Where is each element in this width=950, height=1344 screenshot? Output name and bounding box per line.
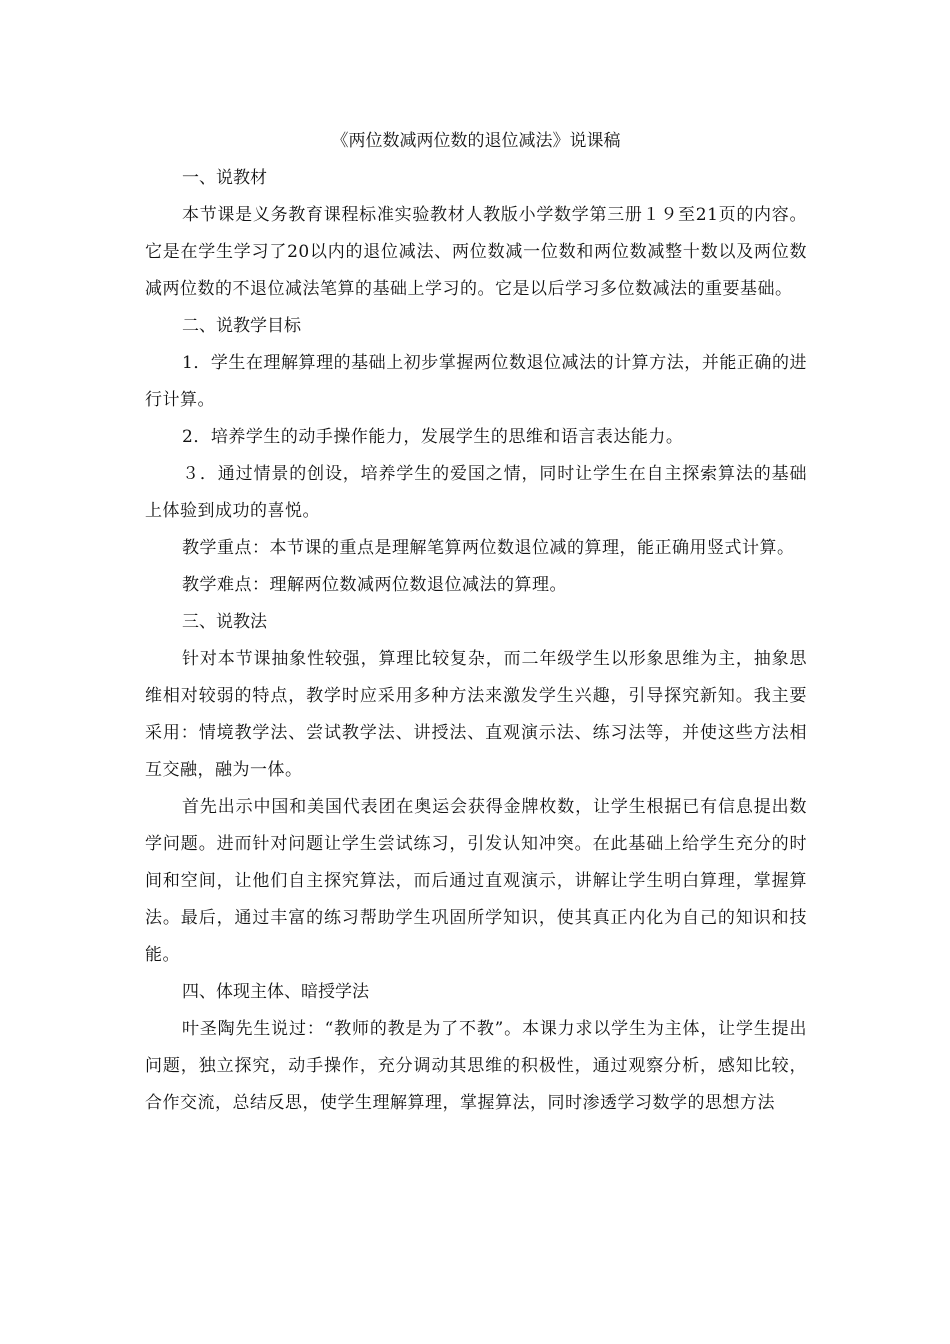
paragraph-learning: 叶圣陶先生说过：“教师的教是为了不教”。本课力求以学生为主体，让学生提出问题，独立探究，动手操作，充分调动其思维的积极性，通过观察分析，感知比较，合作交流，总结反思，使学生理解算理，掌握算法，同时渗透学习数学的思想方法 [145,1019,807,1113]
section-heading-learning: 四、体现主体、暗授学法 [182,982,369,1002]
paragraph-goal-1: 1．学生在理解算理的基础上初步掌握两位数退位减法的计算方法，并能正确的进行计算。 [145,353,807,410]
paragraph-process: 首先出示中国和美国代表团在奥运会获得金牌枚数，让学生根据已有信息提出数学问题。进而针对问题让学生尝试练习，引发认知冲突。在此基础上给学生充分的时间和空间，让他们自主探究算法，而后通过直观演示，讲解让学生明白算理，掌握算法。最后，通过丰富的练习帮助学生巩固所学知识，使其真正内化为自己的知识和技能。 [145,797,807,965]
section-heading-goals: 二、说教学目标 [182,316,301,336]
paragraph-difficulty: 教学难点：理解两位数减两位数退位减法的算理。 [182,575,567,595]
document-body [145,123,807,1122]
paragraph-goal-3: ３．通过情景的创设，培养学生的爱国之情，同时让学生在自主探索算法的基础上体验到成功的喜悦。 [145,464,807,521]
paragraph-methods: 针对本节课抽象性较强，算理比较复杂，而二年级学生以形象思维为主，抽象思维相对较弱的特点，教学时应采用多种方法来激发学生兴趣，引导探究新知。我主要采用：情境教学法、尝试教学法、讲授法、直观演示法、练习法等，并使这些方法相互交融，融为一体。 [145,649,807,780]
section-heading-methods: 三、说教法 [182,612,267,632]
paragraph-textbook-intro: 本节课是义务教育课程标准实验教材人教版小学数学第三册１９至21页的内容。它是在学生学习了20以内的退位减法、两位数减一位数和两位数减整十数以及两位数减两位数的不退位减法笔算的基础上学习的。它是以后学习多位数减法的重要基础。 [145,205,807,299]
paragraph-key-point: 教学重点：本节课的重点是理解笔算两位数退位减的算理，能正确用竖式计算。 [182,538,795,558]
paragraph-goal-2: 2．培养学生的动手操作能力，发展学生的思维和语言表达能力。 [182,427,684,447]
document-title: 《两位数减两位数的退位减法》说课稿 [331,131,621,151]
section-heading-textbook: 一、说教材 [182,168,267,188]
